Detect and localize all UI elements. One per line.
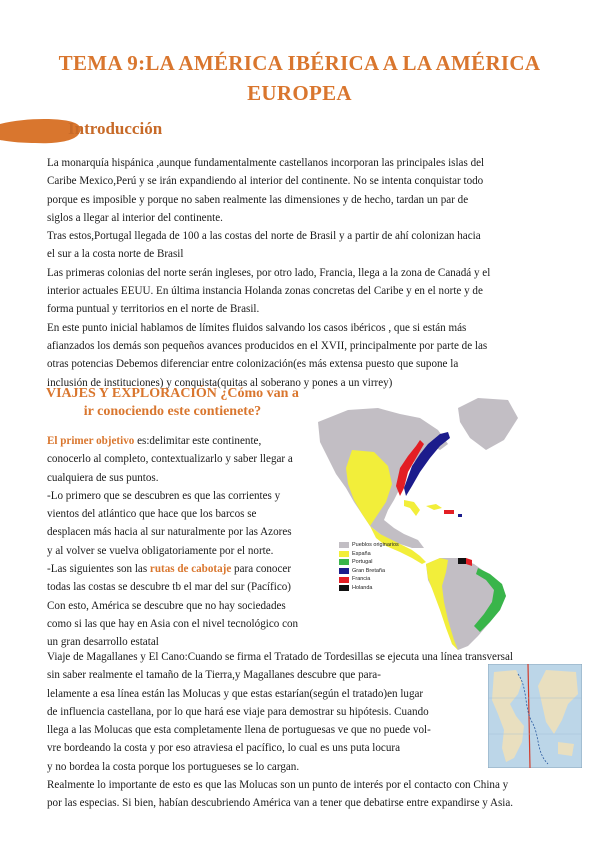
text-line: de influencia castellana, por lo que hará ese viaje para demostrar su hipótesis. Cuando xyxy=(47,705,429,718)
text-line: y no bordea la costa porque los portugueses se lo cargan. xyxy=(47,760,300,773)
page-title-line-2: EUROPEA xyxy=(247,81,352,105)
legend-label: España xyxy=(352,550,371,557)
page-title-line-1: TEMA 9:LA AMÉRICA IBÉRICA A LA AMÉRICA xyxy=(58,51,541,75)
text-line: inclusión de instituciones) y conquista(quitas al soberano y pones a un virrey) xyxy=(47,376,393,389)
text-line: como si las que hay en Asia con el nivel tecnológico con xyxy=(47,617,299,630)
americas-colonial-map xyxy=(308,388,536,650)
intro-heading: Introducción xyxy=(68,119,163,138)
text-line: un gran desarrollo estatal xyxy=(47,636,159,649)
text-line: porque es imposible y porque no saben realmente las dimensiones y de hecho, tardan un par de xyxy=(47,193,469,206)
cabotaje-post: para conocer xyxy=(231,563,292,576)
legend-swatch xyxy=(339,577,349,583)
map-legend xyxy=(339,541,399,593)
text-line: vre bordeando la costa y por eso atraviesa el pacífico, lo cual es uns puta locura xyxy=(47,742,401,755)
section-heading-line-2: ir conociendo este contienete? xyxy=(83,404,262,419)
cabotaje-pre: -Las siguientes son las xyxy=(47,563,150,576)
legend-item xyxy=(339,558,399,567)
legend-item xyxy=(339,541,399,550)
legend-swatch xyxy=(339,568,349,574)
legend-label: Portugal xyxy=(352,559,373,566)
text-line: La monarquía hispánica ,aunque fundamentalmente castellanos incorporan las principales islas del xyxy=(47,157,485,169)
legend-item xyxy=(339,584,399,593)
text-line: conocerlo al completo, contextualizarlo y saber llegar a xyxy=(47,453,293,466)
text-line: por las especias. Si bien, habían descubriendo América van a tener que debatirse entre expandirse y Asia. xyxy=(47,797,514,810)
text-line: sin saber realmente el tamaño de la Tierra,y Magallanes descubre que para- xyxy=(47,669,381,682)
intro-paragraph xyxy=(47,154,562,392)
legend-label: Francia xyxy=(352,576,371,583)
text-line: cualquiera de sus puntos. xyxy=(47,471,159,484)
text-line: En este punto inicial hablamos de límites fluidos salvando los casos ibéricos , que si están más xyxy=(47,321,467,334)
text-line xyxy=(47,432,329,450)
text-line: siglos a llegar al interior del continente. xyxy=(47,211,223,224)
cabotaje-highlight: rutas de cabotaje xyxy=(149,563,232,576)
objetivo-highlight: El primer objetivo xyxy=(47,435,135,447)
legend-label: Holanda xyxy=(352,584,373,591)
legend-swatch xyxy=(339,559,349,565)
text-line: desplacen más hacia al sur naturalmente por las Azores xyxy=(47,526,292,539)
viajes-paragraph xyxy=(47,432,329,652)
text-line: y al volver se vuelva obligatoriamente por el norte. xyxy=(47,544,274,557)
text-line: -Lo primero que se descubren es que las corrientes y xyxy=(47,489,281,502)
text-line: llega a las Molucas que esta completamente llena de portuguesas ve que no puede vol- xyxy=(47,724,431,737)
text-line: otras potencias Debemos diferenciar entre colonización(es más extensa puesto que supone la xyxy=(47,358,459,371)
text-line: Tras estos,Portugal llegada de 100 a las costas del norte de Brasil y a partir de ahí colonizan hacia xyxy=(47,230,481,243)
section-heading-viajes xyxy=(46,385,299,421)
text-line: afianzados los demás son pequeños avances producidos en el XVII, principalmente por parte de las xyxy=(47,339,488,352)
legend-item xyxy=(339,567,399,576)
text-line: Las primeras colonias del norte serán ingleses, por otro lado, Francia, llega a la zona de Canadá y el xyxy=(47,266,491,279)
legend-label: Gran Bretaña xyxy=(352,567,386,574)
objetivo-text: es:delimitar este continente, xyxy=(134,435,262,447)
text-line: interior actuales EEUU. En última instancia Holanda zonas concretas del Caribe y en el norte y de xyxy=(47,285,483,298)
legend-item xyxy=(339,550,399,559)
section-heading-line-1: VIAJES Y EXPLORACIÓN ¿Cómo van a xyxy=(46,386,299,401)
legend-item xyxy=(339,575,399,584)
page-title xyxy=(0,48,599,108)
text-line: el sur a la costa norte de Brasil xyxy=(47,248,184,261)
text-line: Viaje de Magallanes y El Cano:Cuando se firma el Tratado de Tordesillas se ejecuta una línea transversal xyxy=(47,651,513,663)
text-line: Caribe Mexico,Perú y se irán expandiendo al interior del continente. No se intenta conquistar todo xyxy=(47,175,484,188)
text-line xyxy=(47,560,329,578)
legend-swatch xyxy=(339,551,349,557)
text-line: forma puntual y territorios en el norte de Brasil. xyxy=(47,303,260,316)
text-line: Realmente lo importante de esto es que las Molucas son un punto de interés por el contacto con China y xyxy=(47,779,509,792)
text-line: todas las costas se descubre tb el mar del sur (Pacífico) xyxy=(47,581,291,594)
legend-swatch xyxy=(339,542,349,548)
legend-swatch xyxy=(339,585,349,591)
text-line: lelamente a esa línea están las Molucas y que estas estarían(según el tratado)en lugar xyxy=(47,687,424,700)
legend-label: Pueblos originarios xyxy=(352,542,399,548)
tordesillas-map-image xyxy=(488,664,582,768)
text-line: vientos del atlántico que hace que los barcos se xyxy=(47,508,257,521)
text-line: Con esto, América se descubre que no hay sociedades xyxy=(47,599,286,612)
